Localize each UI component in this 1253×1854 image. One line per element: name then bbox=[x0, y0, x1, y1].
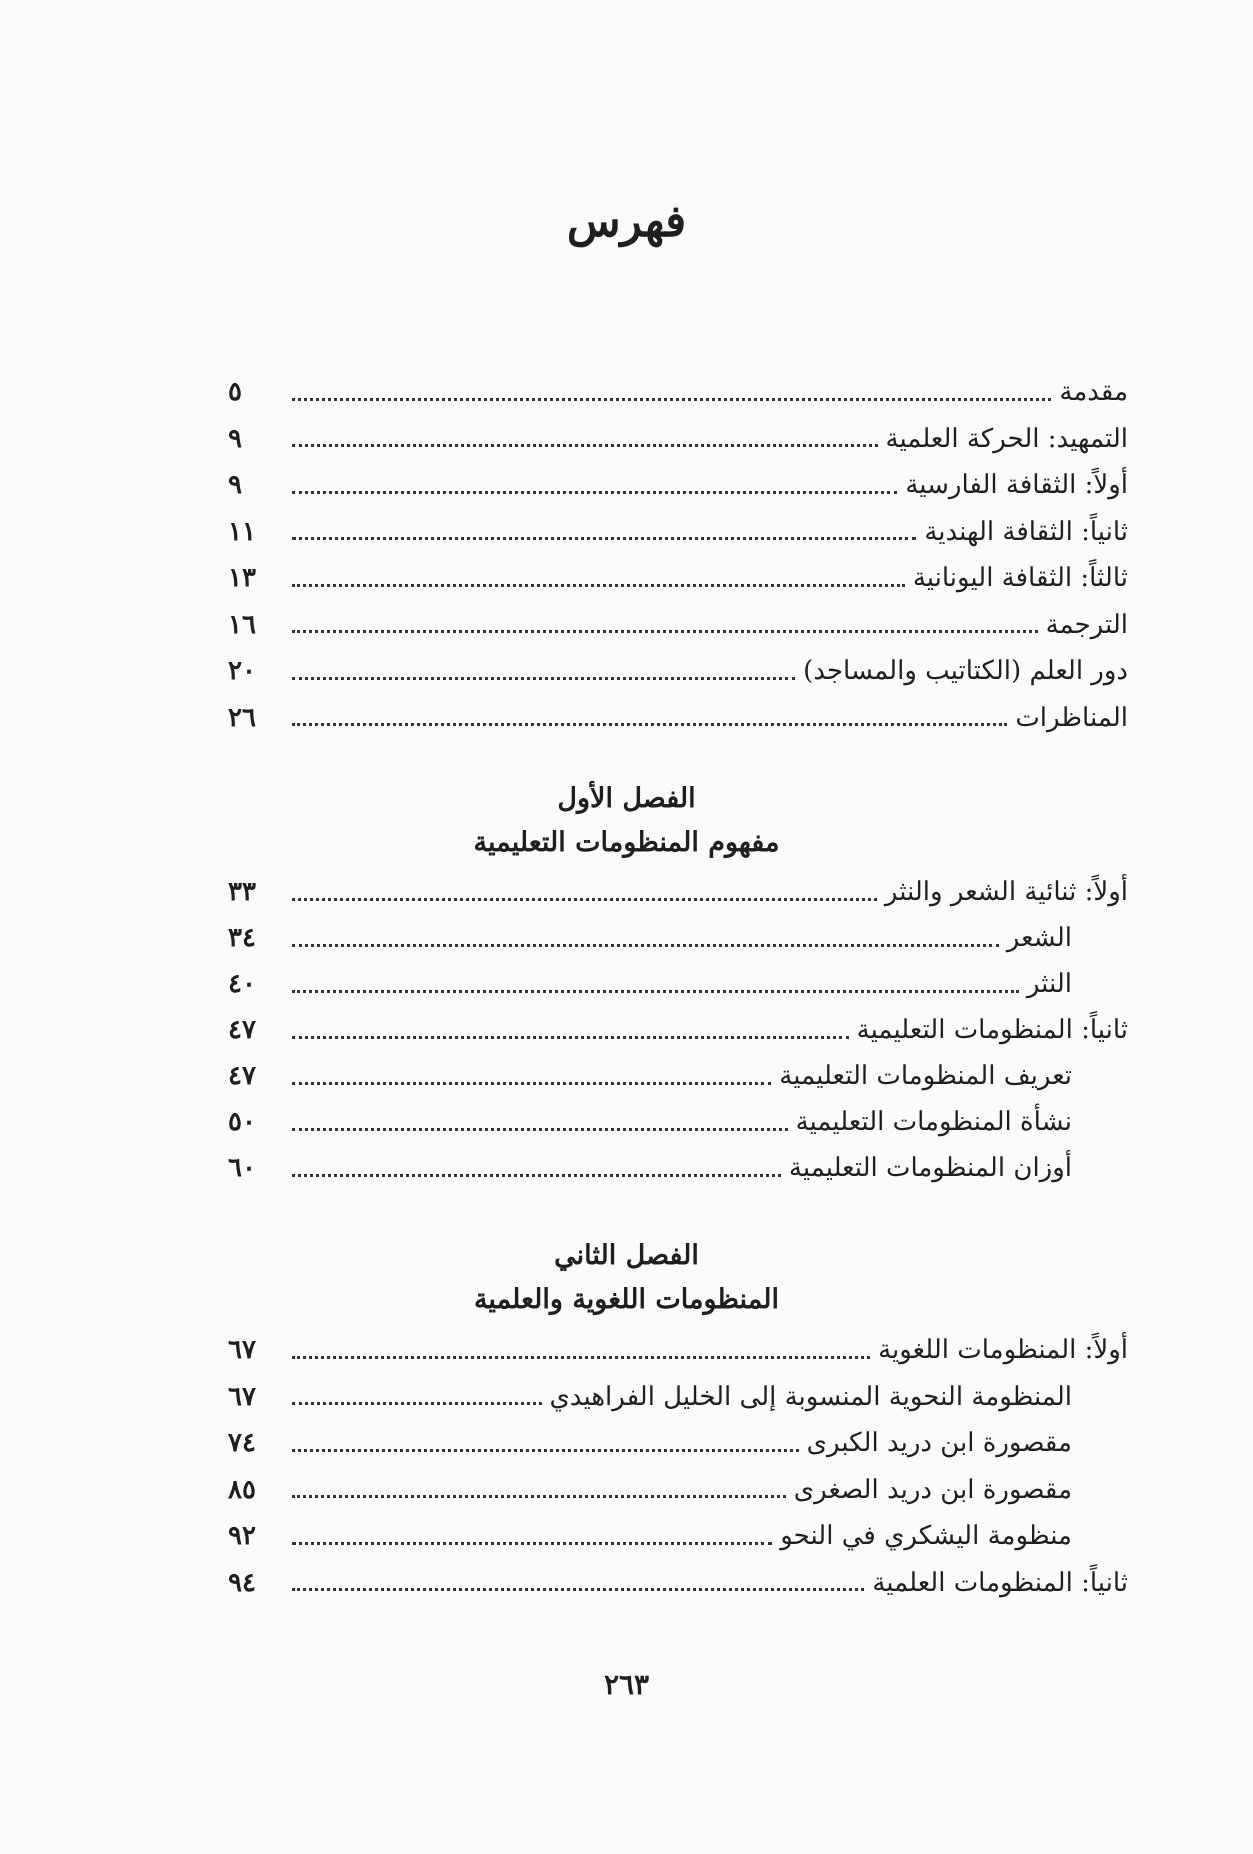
toc-entry-page: ١٣ bbox=[228, 563, 256, 593]
chapter-1-heading: الفصل الأول bbox=[557, 783, 696, 814]
toc-entry bbox=[228, 1514, 1128, 1558]
toc-entry-label: المناظرات bbox=[1015, 702, 1128, 733]
toc-entry-label: التمهيد: الحركة العلمية bbox=[885, 423, 1128, 454]
toc-leader-dots bbox=[292, 1495, 786, 1498]
toc-entry-label: ثانياً: المنظومات العلمية bbox=[872, 1567, 1128, 1598]
chapter-2-heading: الفصل الثاني bbox=[554, 1240, 699, 1271]
toc-entry-page: ١١ bbox=[228, 516, 256, 547]
toc-entry-page: ٦٠ bbox=[228, 1153, 256, 1183]
toc-entry-page: ٤٧ bbox=[228, 1061, 256, 1091]
toc-entry bbox=[228, 649, 1128, 693]
toc-leader-dots bbox=[292, 398, 1051, 401]
toc-entry-label: نشأة المنظومات التعليمية bbox=[795, 1107, 1072, 1137]
toc-entry-label: أولاً: ثنائية الشعر والنثر bbox=[884, 877, 1128, 907]
toc-leader-dots bbox=[292, 990, 1019, 993]
toc-entry-page: ٧٤ bbox=[228, 1428, 256, 1458]
toc-entry-page: ٩٢ bbox=[228, 1521, 256, 1551]
toc-entry-label: النثر bbox=[1026, 969, 1072, 999]
toc-entry-label: ثالثاً: الثقافة اليونانية bbox=[912, 563, 1128, 593]
toc-leader-dots bbox=[292, 1082, 771, 1085]
toc-entry bbox=[228, 1146, 1128, 1190]
toc-entry bbox=[228, 1375, 1128, 1419]
toc-entry bbox=[228, 603, 1128, 647]
toc-leader-dots bbox=[292, 1036, 849, 1039]
toc-entry-label: أوزان المنظومات التعليمية bbox=[788, 1153, 1072, 1183]
toc-entry bbox=[228, 510, 1128, 554]
toc-entry bbox=[228, 962, 1128, 1006]
toc-entry-page: ٢٦ bbox=[228, 702, 256, 733]
toc-leader-dots bbox=[292, 1174, 781, 1177]
toc-leader-dots bbox=[292, 1402, 542, 1405]
toc-entry-label: منظومة اليشكري في النحو bbox=[780, 1521, 1072, 1551]
toc-entry bbox=[228, 417, 1128, 461]
toc-leader-dots bbox=[292, 630, 1038, 633]
toc-leader-dots bbox=[292, 677, 795, 680]
toc-leader-dots bbox=[292, 491, 897, 494]
page-number: ٢٦٣ bbox=[603, 1668, 650, 1701]
toc-entry bbox=[228, 463, 1128, 507]
toc-entry bbox=[228, 1468, 1128, 1512]
toc-entry-page: ٦٧ bbox=[228, 1335, 256, 1365]
toc-entry bbox=[228, 1421, 1128, 1465]
toc-entry-page: ٨٥ bbox=[228, 1474, 256, 1505]
page-title: فهرس bbox=[566, 196, 687, 247]
toc-entry bbox=[228, 1008, 1128, 1052]
toc-leader-dots bbox=[292, 723, 1007, 726]
toc-entry-page: ٤٧ bbox=[228, 1015, 256, 1045]
toc-leader-dots bbox=[292, 584, 905, 587]
toc-entry-label: تعريف المنظومات التعليمية bbox=[779, 1061, 1072, 1091]
toc-entry-page: ٢٠ bbox=[228, 656, 256, 686]
toc-leader-dots bbox=[292, 1356, 870, 1359]
toc-entry-label: أولاً: المنظومات اللغوية bbox=[878, 1335, 1128, 1365]
toc-entry-label: الشعر bbox=[1006, 923, 1072, 953]
toc-entry-page: ٥ bbox=[228, 377, 242, 407]
toc-leader-dots bbox=[292, 898, 877, 901]
toc-entry bbox=[228, 1100, 1128, 1144]
toc-entry-label: مقصورة ابن دريد الكبرى bbox=[806, 1428, 1072, 1458]
toc-entry-page: ٣٣ bbox=[228, 877, 256, 907]
toc-entry-label: الترجمة bbox=[1045, 609, 1128, 640]
toc-entry bbox=[228, 696, 1128, 740]
toc-leader-dots bbox=[292, 1588, 864, 1591]
toc-leader-dots bbox=[292, 537, 916, 540]
toc-leader-dots bbox=[292, 944, 999, 947]
toc-entry bbox=[228, 1054, 1128, 1098]
toc-entry bbox=[228, 916, 1128, 960]
toc-entry-page: ١٦ bbox=[228, 609, 256, 640]
toc-entry bbox=[228, 1561, 1128, 1605]
chapter-1-subheading: مفهوم المنظومات التعليمية bbox=[473, 827, 780, 858]
toc-entry-page: ٩ bbox=[228, 470, 242, 500]
toc-entry-page: ٥٠ bbox=[228, 1107, 256, 1137]
toc-leader-dots bbox=[292, 1542, 772, 1545]
toc-entry-label: أولاً: الثقافة الفارسية bbox=[905, 470, 1128, 500]
toc-entry-page: ٤٠ bbox=[228, 969, 256, 999]
toc-entry-label: ثانياً: الثقافة الهندية bbox=[924, 516, 1128, 547]
toc-entry bbox=[228, 370, 1128, 414]
toc-entry-page: ٣٤ bbox=[228, 923, 256, 953]
toc-entry-page: ٩٤ bbox=[228, 1567, 256, 1598]
toc-entry-label: ثانياً: المنظومات التعليمية bbox=[856, 1015, 1128, 1045]
toc-entry bbox=[228, 556, 1128, 600]
toc-entry-label: مقدمة bbox=[1059, 377, 1128, 407]
toc-leader-dots bbox=[292, 1449, 799, 1452]
toc-entry bbox=[228, 1328, 1128, 1372]
toc-entry bbox=[228, 870, 1128, 914]
toc-entry-label: دور العلم (الكتاتيب والمساجد) bbox=[803, 656, 1128, 686]
toc-entry-page: ٦٧ bbox=[228, 1381, 256, 1412]
toc-leader-dots bbox=[292, 1128, 788, 1131]
toc-entry-label: المنظومة النحوية المنسوبة إلى الخليل الفراهيدي bbox=[549, 1381, 1072, 1412]
chapter-2-subheading: المنظومات اللغوية والعلمية bbox=[473, 1284, 780, 1315]
toc-entry-label: مقصورة ابن دريد الصغرى bbox=[793, 1474, 1072, 1505]
toc-leader-dots bbox=[292, 444, 878, 447]
toc-entry-page: ٩ bbox=[228, 423, 242, 454]
